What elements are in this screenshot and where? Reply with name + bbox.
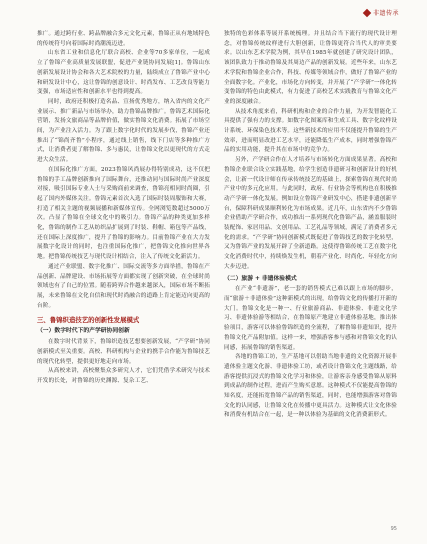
paragraph: 山东省工业和信息化厅联合高校、企业等70多家单位，一起成立了鲁锦产业高质量发展联盟，促进产业链协同发展[1]。鲁锦山东创新发展设计协会和各大艺术院校的力量，陆续成立了鲁锦产业中心和研发设计中心，这让鲁锦的创意设计、时尚发布、工艺改良等能力变强，市场适应性和创新水平也得到提高。 xyxy=(37,50,210,96)
section-tag xyxy=(364,8,399,17)
paragraph: 另外，产学研合作在人才培养与市场转化方面成果显著。高校和鲁锦企业联合设立实践基地，给学生创造非遗研习和创新设计的好机会，让新一代设计师在传承传统技艺的基础上，探索鲁锦在现代时尚产业中的多元化应用。与此同时，政府、行业协会等机构也在积极推动产学研一体化发展。例如设立鲁锦产业研发中心，搭建非遗创新平台，保障科研成果顺利转化为市场成果。近几年，山东省内不少鲁锦企业借助产学研合作，成功推出一系列现代化鲁锦产品，涵盖服装时装配饰、家居用品、文创用品、工艺礼品等领域，满足了消费者多元化的需求。“产学研”协同创新模式既促进了鲁锦技艺的数字化转型，又为鲁锦产业的发展开辟了全新道路。这使得鲁锦传统工艺在数字化文化消费时代中，持续焕发生机，朝着产业化、时尚化、年轻化方向大步迈进。 xyxy=(224,157,397,270)
section-tag-label: 非遗传承 xyxy=(372,10,399,17)
paragraph: 在国际化推广方面，2023鲁锦风尚展办得特别成功，这不仅把鲁锦的手工品牌创新推向了国际舞台，还推动同与国际时尚产业深度对接，吸引国际专业人士与采购商前来调查，鲁锦亮相同时尚圈，引起了国内外媒体关注。鲁锦元素首次入选了国际时装周服饰和大赛，打造了相关主题的视频展播和新媒体宣传。全网浏览数超过5000万次。凸显了鲁锦在全球文化中的吸引力。鲁锦产品的种类更加多样化，鲁锦的制作工艺从纺织品扩展到了时装、鞋帽、箱包等产品线，还在国际上深度推广，提升了鲁锦的影响力。目前鲁锦产业在大力发展数字化设计的同时，也注重国际化推广，把鲁锦文化推向世界各地。把鲁锦传统技艺与现代设计相结合，注入了传统文化新活力。 xyxy=(37,166,210,261)
left-column xyxy=(37,30,210,530)
paragraph: 各地的鲁锦工坊，生产基地可以借助当地非遗的文化资源开展非遗体验主题文化游、非遗体验工坊，或者设计鲁锦文化主题线路，给游客提供沉浸式的鲁锦文化学习和体验，让游客亲身感受鲁锦从原料到成品的制作过程，进而产生购买意愿。这种模式不仅能提高鲁锦的知名度，还能拓宽鲁锦产品的销售渠道，同时，也能增强游客对鲁锦文化的认同感，让鲁锦文化在传播中更具活力。这种模式让文化体验和消费有机结合在一起，是一种以体验为基础的文化消费新形式。 xyxy=(224,354,397,419)
paragraph: 通过产业联盟、数字化推广、国际交流等多方面举措，鲁锦在产品创新、品牌建设、市场拓展等方面都实现了创新突破，在全球时尚领域也有了自己的位置。随着跨界合作越来越深入，国际市场不断拓展，未来鲁锦在文化自信和现代时尚融合的道路上肯定能迈向更高的台阶。 xyxy=(37,263,210,309)
paragraph: 同时，政府还积极打造名品、宣扬优秀地方，纳入省内的文化产业展示、推广新品与市场举办，助力鲁锦品牌推广。鲁锦艺术国际化营销，发扬文旅商品等品牌价值，做实鲁锦文化消费。拓展了市场空间，为产业注入活力。为了跟上数字化时代的发展步伐，鲁锦产业还推出了“锦尚齐鲁”小程序，通过线上销售，线下门店等多种推广方式，让消费者更了解鲁锦、多与惠民，让鲁锦文化以更现代的方式走进大众生活。 xyxy=(37,98,210,164)
paragraph: 在数字时代背景下，鲁锦织造技艺想要创新发展，“产学研”协同创新模式至关重要。高校、科研机构与企业的携手合作能为鲁锦技艺的现代化转型，提供更好地走向市场。 xyxy=(37,339,210,365)
sub-heading: （一）数字时代下的产学研协同创新 xyxy=(37,328,130,335)
page-header xyxy=(0,0,427,24)
diamond-icon xyxy=(363,8,371,16)
paragraph: 从技术角度来看，科研机构和企业的合作力量，为开发智能化工具提供了强有力的支撑。如数字化图案库和生成工具、数字化纹样设计系统、环保染色技术等。这些新技术的应用不仅能提升鲁锦的生产效率，进而明显改进工艺水平，还能降低生产成本，同时增强鲁锦产品的实用功能，提升其在市场中的竞争力。 xyxy=(224,108,397,154)
paragraph: 在产业“非遗游”，老一套的销售模式已难以跟上市场的脚步，而“旅游＋非遗体验”这种新模式的出现，给鲁锦文化的传播打开新的大门。鲁锦文化是一种一、行业旅游商品、非遗体验、非遗文化学习、非遗体验游等相结合，在鲁锦原产地建立非遗体验基地，推出体验项目，游客可以体验鲁锦织造的全流程，了解鲁锦非遗知识，提升鲁锦文化产品附加值。这样一来，增强游客参与感和对鲁锦文化的认同感，拓展鲁锦的销售渠道。 xyxy=(224,286,397,351)
page-number: 95 xyxy=(390,526,397,532)
article-body xyxy=(37,30,397,530)
paragraph: 独特的色彩体系等展开系统梳理。并且结合当下流行的现代设计理念，对鲁锦传统纹样进行大胆创新，让鲁锦更符合当代人的审美要求。以山东艺术学院为例，其早在1985年就创建了研究设计团队，该团队致力于推动鲁锦及其周边产品的创新发展。近些年来，山东艺术学院和鲁锦企业合作，科技、传媒等领域合作，做好了鲁锦产业的全面数字化。产业化，市场化方向转变，并开展了“产学研”一体化转变鲁锦的特色由此模式，有力促进了高校艺术实践教育与鲁锦文化产业的深度融合。 xyxy=(224,31,397,105)
sub-heading: （二）旅游 + 非遗体验模式 xyxy=(224,275,297,282)
section-heading: 三、鲁锦织造技艺的创新性发展模式 xyxy=(37,316,140,325)
paragraph: 从高校来讲，高校聚集众多研究人才，它们凭借学术研究与技术开发的长处，对鲁锦的历史渊源、复杂工艺、 xyxy=(37,368,210,384)
right-column xyxy=(224,30,397,530)
paragraph: 推广。通过跨行业、跨品牌融合多元文化元素，鲁锦正从有地域特色的传统符号向着国际时尚潮流迈进。 xyxy=(37,31,210,47)
